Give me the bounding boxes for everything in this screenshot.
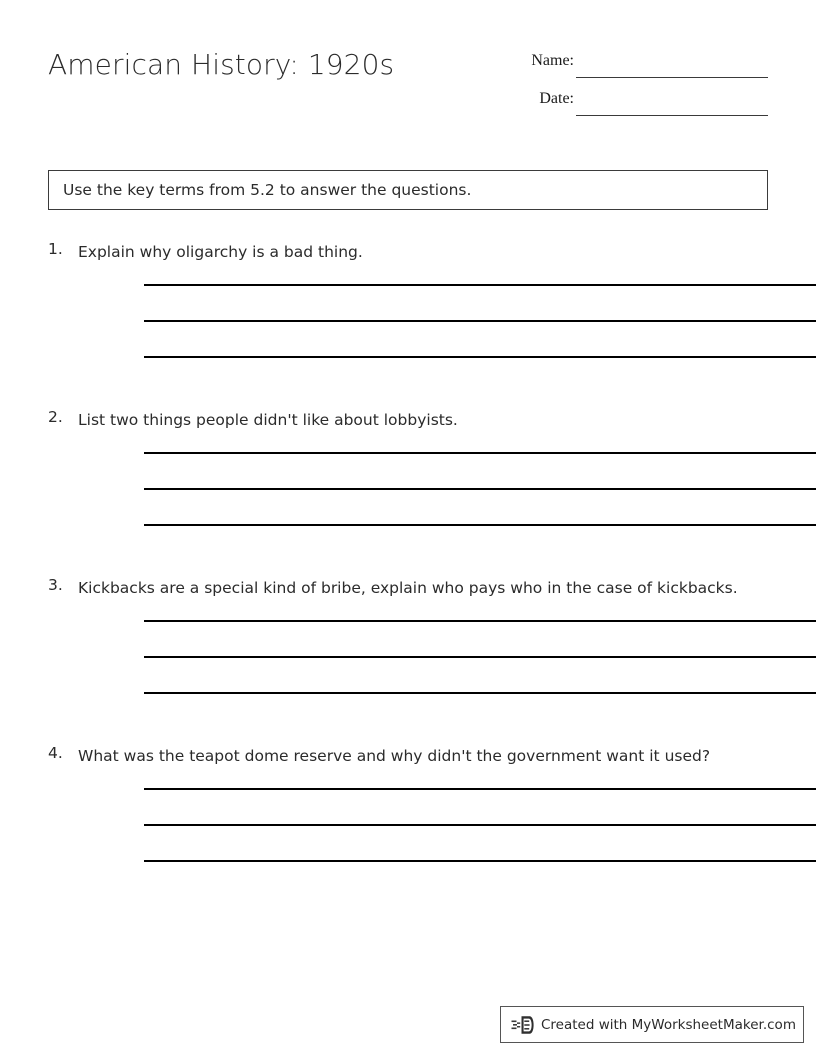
instructions-text: Use the key terms from 5.2 to answer the questions.	[63, 181, 472, 199]
question-number: 3.	[48, 576, 63, 594]
answer-line[interactable]	[144, 824, 816, 826]
answer-line[interactable]	[144, 488, 816, 490]
answer-line[interactable]	[144, 320, 816, 322]
name-field-row	[500, 50, 770, 88]
question-prompt	[0, 408, 816, 432]
question-number: 1.	[48, 240, 63, 258]
name-field-input-line[interactable]	[576, 77, 768, 78]
answer-lines-group	[144, 452, 816, 526]
question-prompt	[0, 744, 816, 768]
answer-line[interactable]	[144, 284, 816, 286]
answer-line[interactable]	[144, 356, 816, 358]
question-item	[0, 744, 816, 862]
question-text: Explain why oligarchy is a bad thing.	[78, 243, 363, 261]
question-item	[0, 408, 816, 526]
student-info-fields	[500, 50, 770, 126]
name-field-label: Name:	[531, 52, 574, 69]
worksheet-header	[0, 0, 816, 150]
date-field-label: Date:	[539, 90, 574, 107]
question-number: 4.	[48, 744, 63, 762]
question-text: Kickbacks are a special kind of bribe, explain who pays who in the case of kickbacks.	[78, 579, 738, 597]
answer-line[interactable]	[144, 620, 816, 622]
question-item	[0, 576, 816, 694]
answer-line[interactable]	[144, 656, 816, 658]
answer-line[interactable]	[144, 524, 816, 526]
question-prompt	[0, 240, 816, 264]
instructions-box	[48, 170, 768, 210]
date-field-input-line[interactable]	[576, 115, 768, 116]
answer-lines-group	[144, 788, 816, 862]
answer-lines-group	[144, 620, 816, 694]
question-number: 2.	[48, 408, 63, 426]
question-text: What was the teapot dome reserve and why didn't the government want it used?	[78, 747, 711, 765]
question-text: List two things people didn't like about lobbyists.	[78, 411, 458, 429]
answer-lines-group	[144, 284, 816, 358]
date-field-row	[500, 88, 770, 126]
worksheet-maker-badge[interactable]	[500, 1006, 804, 1043]
question-prompt	[0, 576, 816, 600]
answer-line[interactable]	[144, 788, 816, 790]
answer-line[interactable]	[144, 452, 816, 454]
question-item	[0, 240, 816, 358]
answer-line[interactable]	[144, 860, 816, 862]
worksheet-maker-logo-icon	[511, 1014, 535, 1036]
answer-line[interactable]	[144, 692, 816, 694]
page-title: American History: 1920s	[48, 48, 395, 81]
worksheet-maker-badge-text: Created with MyWorksheetMaker.com	[541, 1016, 796, 1033]
